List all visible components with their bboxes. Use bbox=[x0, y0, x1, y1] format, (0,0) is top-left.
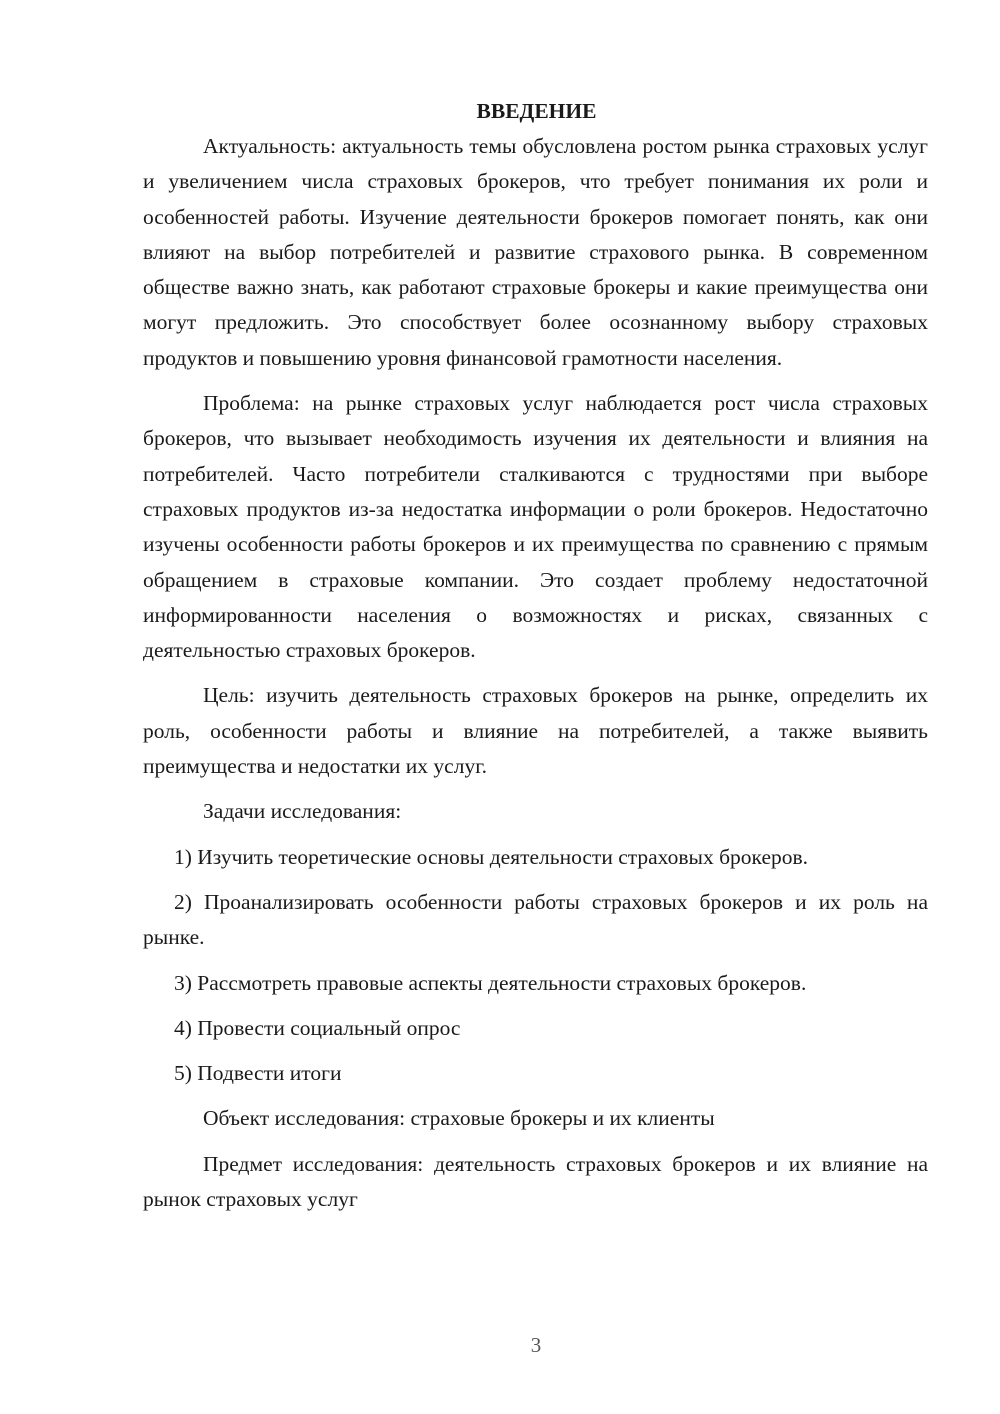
paragraph-goal: Цель: изучить деятельность страховых брокеров на рынке, определить их роль, особенности работы и влияние на потребителей, а также выявить преимущества и недостатки их услуг. bbox=[143, 683, 928, 779]
paragraph-subject: Предмет исследования: деятельность страховых брокеров и их влияние на рынок страховых услуг bbox=[143, 1151, 928, 1212]
section-heading: ВВЕДЕНИЕ bbox=[476, 99, 597, 123]
paragraph-tasks-intro: Задачи исследования: bbox=[203, 799, 402, 824]
paragraph-problem: Проблема: на рынке страховых услуг наблюдается рост числа страховых брокеров, что вызывает необходимость изучения их деятельности и влияния на потребителей. Часто потребители сталкиваются с трудностями при выборе страховых продуктов из-за недостатка информации о роли брокеров. Недостаточно изучены особенности работы брокеров и их преимущества по сравнению с прямым обращением в страховые компании. Это создает проблему недостаточной информированности населения о возможностях и рисках, связанных с деятельностью страховых брокеров. bbox=[143, 391, 928, 663]
paragraph-object: Объект исследования: страховые брокеры и их клиенты bbox=[203, 1106, 715, 1131]
task-item: 3) Рассмотреть правовые аспекты деятельности страховых брокеров. bbox=[174, 970, 807, 995]
task-item: 5) Подвести итоги bbox=[174, 1061, 342, 1086]
task-item: 1) Изучить теоретические основы деятельности страховых брокеров. bbox=[174, 844, 809, 869]
page-number: 3 bbox=[530, 1333, 542, 1357]
tasks-list bbox=[143, 840, 928, 1092]
page-content bbox=[143, 94, 928, 1227]
task-item: 4) Провести социальный опрос bbox=[174, 1015, 461, 1040]
task-item: 2) Проанализировать особенности работы страховых брокеров и их роль на рынке. bbox=[143, 889, 928, 950]
paragraph-relevance: Актуальность: актуальность темы обусловлена ростом рынка страховых услуг и увеличением числа страховых брокеров, что требует понимания их роли и особенностей работы. Изучение деятельности брокеров помогает понять, как они влияют на выбор потребителей и развитие страхового рынка. В современном обществе важно знать, как работают страховые брокеры и какие преимущества они могут предложить. Это способствует более осознанному выбору страховых продуктов и повышению уровня финансовой грамотности населения. bbox=[143, 134, 928, 370]
